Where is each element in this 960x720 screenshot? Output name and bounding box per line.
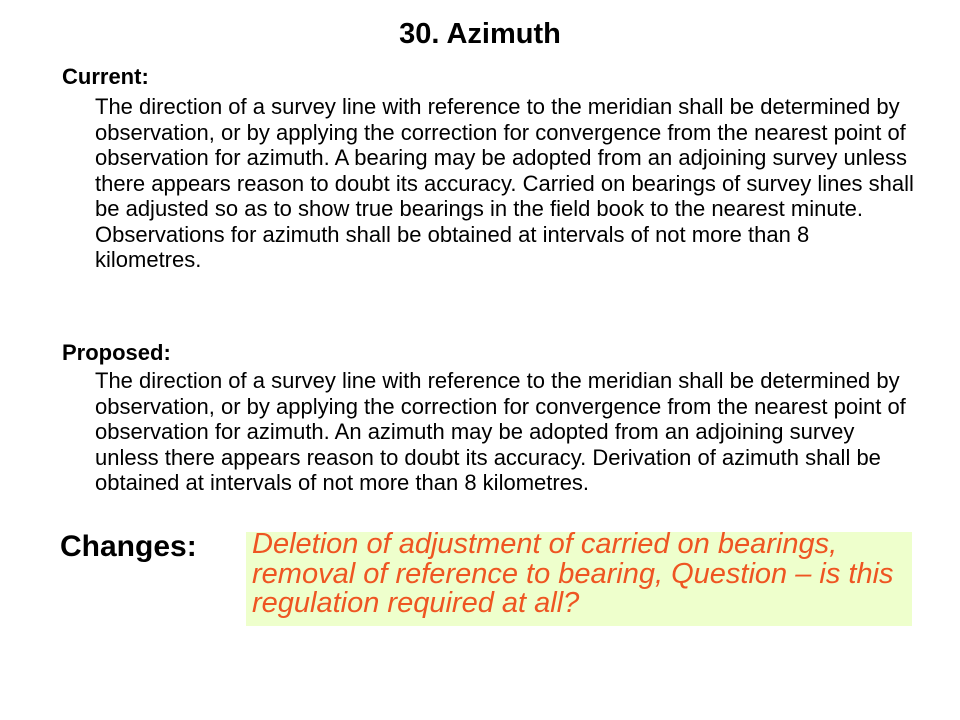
changes-label: Changes: xyxy=(60,530,197,563)
page-title: 30. Azimuth xyxy=(399,18,561,50)
current-text: The direction of a survey line with reference to the meridian shall be determined by observation, or by applying the correction for convergence from the nearest point of observation for azimuth. A bearing may be adopted from an adjoining survey unless there appears reason to doubt its accuracy. Carried on bearings of survey lines shall be adjusted so as to show true bearings in the field book to the nearest minute. Observations for azimuth shall be obtained at intervals of not more than 8 kilometres. xyxy=(95,94,914,272)
proposed-label: Proposed: xyxy=(62,340,171,365)
current-label: Current: xyxy=(62,64,149,89)
proposed-text: The direction of a survey line with reference to the meridian shall be determined by observation, or by applying the correction for convergence from the nearest point of observation for azimuth. An azimuth may be adopted from an adjoining survey unless there appears reason to doubt its accuracy. Derivation of azimuth shall be obtained at intervals of not more than 8 kilometres. xyxy=(95,368,906,495)
changes-text: Deletion of adjustment of carried on bearings, removal of reference to bearing, Question – is this regulation required at all? xyxy=(252,528,894,619)
